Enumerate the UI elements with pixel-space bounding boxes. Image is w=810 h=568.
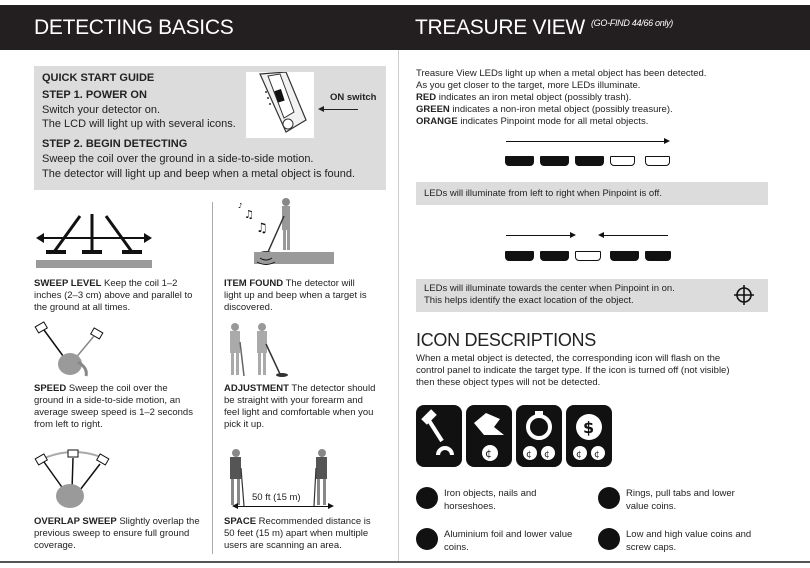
ring-legend-icon (598, 487, 620, 509)
pinpoint-crosshair-icon (734, 285, 754, 305)
left-header-bar (0, 5, 398, 50)
on-switch-arrow-icon (322, 109, 358, 110)
item-found-text: ITEM FOUND The detector will light up and beep when a target is discovered. (224, 278, 367, 313)
column-divider (398, 50, 399, 562)
right-header-subtitle: (GO-FIND 44/66 only) (590, 18, 673, 28)
sweep-level-text: SWEEP LEVEL Keep the coil 1–2 inches (2–3 cm) above and parallel to the ground at all times. (34, 278, 193, 313)
led-5 (645, 156, 670, 166)
on-switch-label: ON switch (330, 92, 377, 103)
adjustment-illustration (222, 322, 292, 378)
pinpoint-on-text: LEDs will illuminate towards the center when Pinpoint in on. This helps identify the exact location of the object. (424, 283, 675, 306)
foil-legend-icon (416, 528, 438, 550)
led-pin-5 (645, 251, 671, 261)
svg-text:¢: ¢ (526, 450, 532, 460)
ring-target-icon (516, 405, 562, 467)
item-found-illustration (224, 196, 334, 268)
svg-text:¢: ¢ (485, 447, 492, 460)
pinpoint-on-note (416, 279, 768, 312)
led-center-arrow-left-icon (506, 235, 572, 236)
bottom-rule (0, 561, 810, 563)
led-center-arrow-right-icon (602, 235, 668, 236)
icon-descriptions-text: When a metal object is detected, the corresponding icon will flash on the control panel to indicate the target type. If the icon is turned off (not visible) then these object types will not be detected. (416, 353, 730, 388)
icon-descriptions-title: ICON DESCRIPTIONS (416, 330, 596, 350)
detector-handle-illustration (246, 72, 314, 138)
iron-target-icon (416, 405, 462, 467)
svg-text:$: $ (583, 418, 595, 437)
quick-start-title: QUICK START GUIDE (42, 72, 155, 84)
pinpoint-off-note (416, 182, 768, 205)
foil-legend-text: Aluminium foil and lower value coins. (444, 529, 573, 553)
left-column-divider (212, 202, 213, 554)
step2-line2: The detector will light up and beep when a metal object is found. (42, 168, 356, 180)
svg-text:¢: ¢ (544, 450, 550, 460)
treasure-view-intro: Treasure View LEDs light up when a metal object has been detected. As you get closer to the target, more LEDs illuminate. RED indicates an iron metal object (possibly trash). GREEN indicates a non-iron metal object (possibly treasure). ORANGE indicates Pinpoint mode for all metal objects. (416, 68, 707, 127)
iron-legend-icon (416, 487, 438, 509)
right-header-bar (398, 5, 810, 50)
led-left-to-right-arrow-icon (506, 141, 666, 142)
sweep-level-illustration (36, 206, 152, 270)
led-pin-1 (505, 251, 534, 261)
overlap-sweep-text: OVERLAP SWEEP Slightly overlap the previous sweep to ensure full ground coverage. (34, 516, 200, 551)
ring-legend-text: Rings, pull tabs and lower value coins. (626, 488, 735, 512)
svg-text:¢: ¢ (576, 450, 582, 460)
led-3 (575, 156, 604, 166)
led-2 (540, 156, 569, 166)
led-pin-2 (540, 251, 569, 261)
step1-title: STEP 1. POWER ON (42, 89, 147, 101)
distance-label: 50 ft (15 m) (252, 492, 301, 503)
svg-text:♪: ♪ (238, 202, 243, 210)
foil-target-icon (466, 405, 512, 467)
quick-start-panel (34, 66, 386, 190)
overlap-sweep-illustration (34, 446, 114, 510)
coin-target-icon (566, 405, 612, 467)
coin-legend-icon (598, 528, 620, 550)
step1-line2: The LCD will light up with several icons. (42, 118, 236, 130)
led-pin-3 (575, 251, 601, 261)
led-pin-4 (610, 251, 639, 261)
space-text: SPACE Recommended distance is 50 feet (15 m) apart when multiple users are scanning an area. (224, 516, 371, 551)
step2-line1: Sweep the coil over the ground in a side-to-side motion. (42, 153, 314, 165)
iron-legend-text: Iron objects, nails and horseshoes. (444, 488, 537, 512)
adjustment-text: ADJUSTMENT The detector should be straight with your forearm and feel light and comfortable when you pick it up. (224, 383, 376, 430)
svg-text:¢: ¢ (594, 450, 600, 460)
step1-line1: Switch your detector on. (42, 104, 161, 116)
speed-illustration (34, 320, 114, 378)
left-header-title: DETECTING BASICS (34, 16, 234, 39)
pinpoint-off-text: LEDs will illuminate from left to right when Pinpoint is off. (424, 188, 662, 199)
svg-text:♫: ♫ (244, 208, 254, 221)
svg-text:♫: ♫ (256, 221, 268, 236)
led-1 (505, 156, 534, 166)
right-header-title: TREASURE VIEW $^{(GO-FIND 44/66 only)}$ (415, 16, 673, 39)
step2-title: STEP 2. BEGIN DETECTING (42, 138, 188, 150)
coin-legend-text: Low and high value coins and screw caps. (626, 529, 752, 553)
speed-text: SPEED Sweep the coil over the ground in a side-to-side motion, an average sweep speed is 1–2 seconds from left to right. (34, 383, 193, 430)
led-4 (610, 156, 635, 166)
distance-arrow-icon (236, 506, 328, 507)
